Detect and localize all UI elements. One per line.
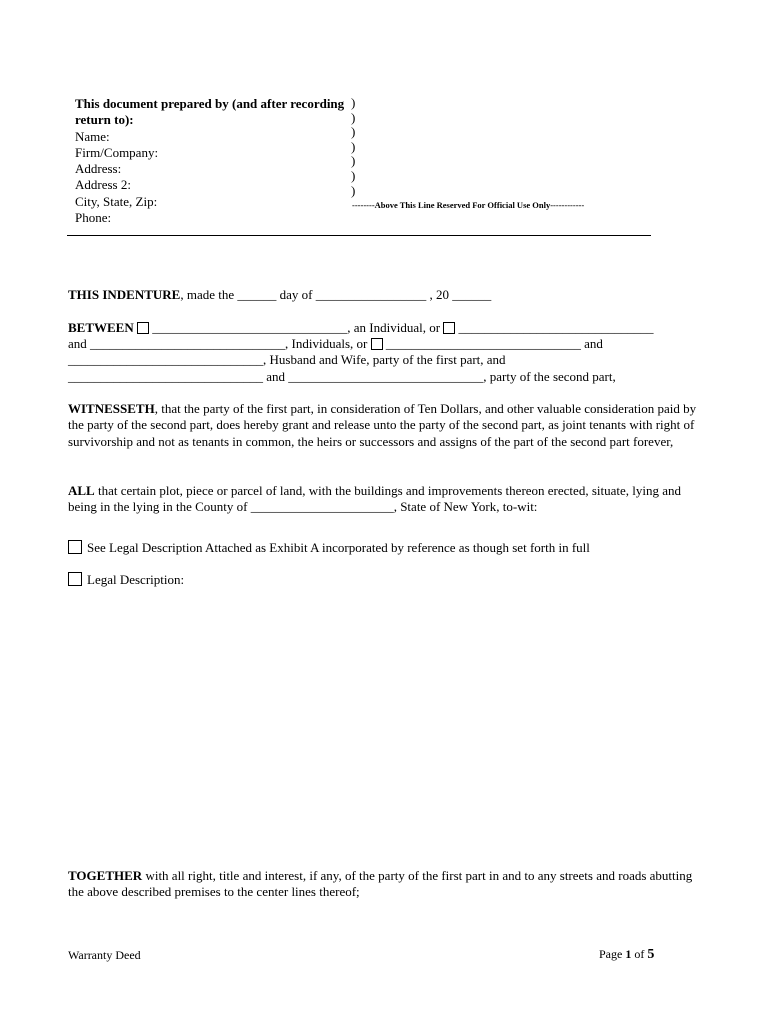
field-firm-label: Firm/Company: (75, 144, 159, 160)
field-phone-label: Phone: (75, 210, 112, 226)
bracket-column (351, 96, 355, 198)
witnesseth-paragraph (68, 401, 708, 450)
field-city-state-zip-label: City, State, Zip: (75, 193, 158, 209)
paren: ) (351, 109, 356, 125)
all-lead: ALL (68, 483, 95, 498)
legal-description-option (68, 572, 184, 588)
between-line-1 (68, 320, 654, 336)
between-line-4: ______________________________ and ______________________________, party of the second part, (68, 369, 616, 384)
exhibit-checkbox[interactable] (68, 540, 82, 554)
all-paragraph (68, 483, 708, 516)
husband-wife-checkbox[interactable] (371, 338, 383, 350)
individual-checkbox[interactable] (137, 322, 149, 334)
page-indicator (599, 947, 654, 963)
together-paragraph (68, 868, 708, 901)
indenture-lead: THIS INDENTURE (68, 287, 181, 302)
legal-description-label: Legal Description: (87, 572, 185, 587)
paren: ) (351, 167, 356, 183)
paren: ) (351, 138, 356, 154)
between-line1-text: ______________________________, an Individual, or (152, 320, 441, 335)
page-total: 5 (647, 947, 655, 962)
field-address-label: Address: (75, 161, 122, 177)
return-to-heading: return to): (75, 112, 134, 128)
paren: ) (351, 182, 356, 198)
header-divider (67, 235, 651, 236)
of-label: of (634, 947, 645, 961)
field-address2-label: Address 2: (75, 177, 131, 193)
footer-doc-title: Warranty Deed (68, 948, 141, 962)
page-number: 1 (625, 947, 632, 961)
indenture-text: , made the ______ day of _________________ , 20 ______ (180, 287, 492, 302)
field-name-label: Name: (75, 128, 110, 144)
between-line1-blank: ______________________________ (458, 320, 654, 335)
between-line-3: ______________________________, Husband and Wife, party of the first part, and (68, 352, 506, 367)
reserved-line-note: --------Above This Line Reserved For Official Use Only------------ (352, 200, 585, 210)
paren: ) (351, 153, 356, 169)
between-lead: BETWEEN (68, 320, 134, 335)
between-line-2 (68, 336, 603, 352)
exhibit-option-label: See Legal Description Attached as Exhibit A incorporated by reference as though set forth in full (87, 540, 590, 555)
witnesseth-text: , that the party of the first part, in consideration of Ten Dollars, and other valuable consideration paid by the party of the second part, does hereby grant and release unto the party of the second part, as joint tenants with right of survivorship and not as tenants in common, the heirs or successors and assigns of the part of the second part forever, (68, 401, 697, 449)
together-lead: TOGETHER (68, 868, 143, 883)
exhibit-option (68, 540, 590, 556)
together-text: with all right, title and interest, if any, of the party of the first part in and to any streets and roads abutting the above described premises to the center lines thereof; (68, 868, 693, 900)
legal-description-checkbox[interactable] (68, 572, 82, 586)
between-line2-text: and ______________________________, Individuals, or (68, 336, 368, 351)
preparer-block (75, 96, 355, 226)
between-line2-blank: ______________________________ and (385, 336, 603, 351)
witnesseth-lead: WITNESSETH (68, 401, 155, 416)
paren: ) (351, 95, 356, 110)
paren: ) (351, 124, 356, 140)
all-text: that certain plot, piece or parcel of land, with the buildings and improvements thereon erected, situate, lying and being in the lying in the County of ______________________, State of New York, to-wit: (68, 483, 681, 515)
page-label: Page (599, 947, 623, 961)
individuals-checkbox[interactable] (443, 322, 455, 334)
prepared-by-heading: This document prepared by (and after recording (75, 96, 345, 111)
indenture-line (68, 287, 491, 303)
